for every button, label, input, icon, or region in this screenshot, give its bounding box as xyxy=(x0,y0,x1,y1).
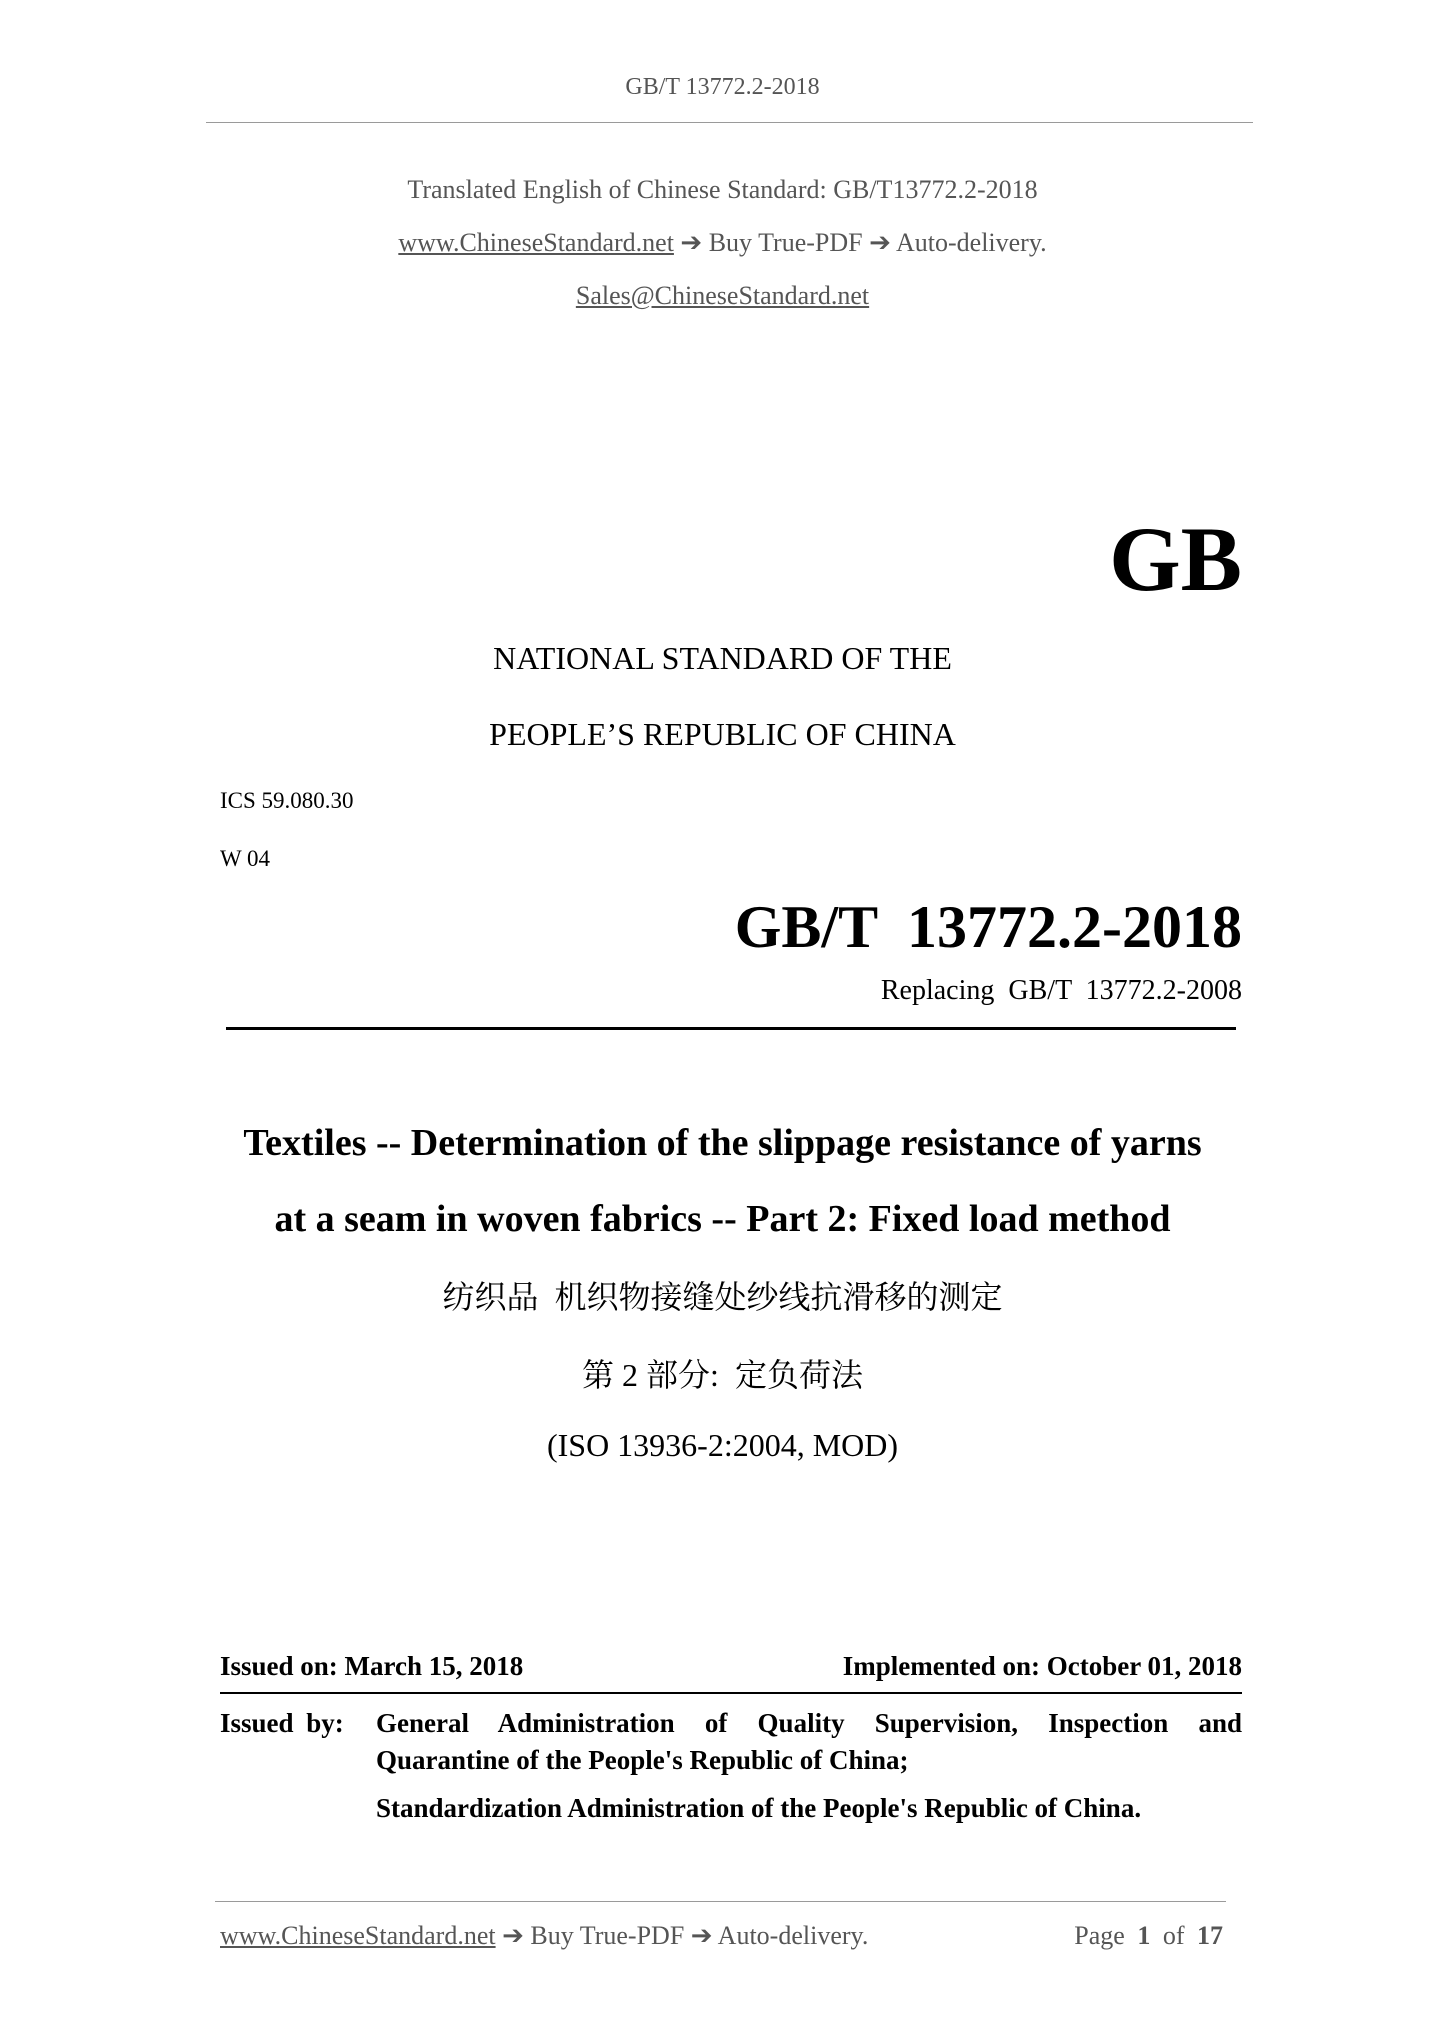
chinese-title-line2: 第 2 部分: 定负荷法 xyxy=(582,1357,863,1393)
w-code: W 04 xyxy=(220,846,271,871)
footer-auto-delivery-text: Auto-delivery. xyxy=(717,1921,869,1950)
issued-by-line2: Quarantine of the People's Republic of China; xyxy=(376,1745,909,1775)
implemented-on: Implemented on: October 01, 2018 xyxy=(842,1651,1242,1681)
issued-on: Issued on: March 15, 2018 xyxy=(220,1651,524,1681)
translation-note: Translated English of Chinese Standard: GB/T13772.2-2018 xyxy=(407,175,1038,204)
email-row xyxy=(0,281,1445,311)
header-divider xyxy=(206,122,1253,123)
running-header: GB/T 13772.2-2018 xyxy=(625,74,820,100)
arrow-icon: ➔ xyxy=(869,228,891,257)
arrow-icon: ➔ xyxy=(502,1921,524,1950)
page-total: 17 xyxy=(1197,1921,1223,1950)
of-label: of xyxy=(1162,1921,1185,1950)
arrow-icon: ➔ xyxy=(690,1921,713,1950)
standard-number: GB/T 13772.2-2018 xyxy=(734,894,1242,960)
promo-line xyxy=(0,228,1445,258)
footer-site-link[interactable]: www.ChineseStandard.net xyxy=(220,1921,496,1950)
footer-promo xyxy=(220,1921,868,1951)
issued-by-label: Issued by: xyxy=(220,1708,344,1738)
national-standard-line1: NATIONAL STANDARD OF THE xyxy=(493,640,952,676)
page-number: 1 xyxy=(1137,1921,1151,1950)
ics-code: ICS 59.080.30 xyxy=(220,788,354,813)
page-label: Page xyxy=(1074,1921,1125,1950)
buy-pdf-text: Buy True-PDF xyxy=(708,228,863,257)
page-counter xyxy=(1074,1921,1223,1951)
gb-logo: GB xyxy=(1109,508,1242,610)
replacing-note: Replacing GB/T 13772.2-2008 xyxy=(880,975,1242,1006)
issued-by-line1: General Administration of Quality Supervision, Inspection and xyxy=(376,1708,1242,1738)
title-line1: Textiles -- Determination of the slippage resistance of yarns xyxy=(243,1122,1202,1164)
chinese-title-line1: 纺织品 机织物接缝处纱线抗滑移的测定 xyxy=(442,1279,1003,1315)
arrow-icon: ➔ xyxy=(680,228,703,257)
email-link[interactable]: Sales@ChineseStandard.net xyxy=(575,281,870,310)
auto-delivery-text: Auto-delivery. xyxy=(896,228,1047,257)
national-standard-line2: PEOPLE’S REPUBLIC OF CHINA xyxy=(489,716,956,752)
footer-divider xyxy=(215,1901,1226,1902)
footer-buy-pdf-text: Buy True-PDF xyxy=(530,1921,685,1950)
title-line2: at a seam in woven fabrics -- Part 2: Fixed load method xyxy=(274,1198,1171,1240)
dates-divider xyxy=(220,1692,1242,1694)
iso-reference: (ISO 13936-2:2004, MOD) xyxy=(546,1427,899,1463)
site-link[interactable]: www.ChineseStandard.net xyxy=(398,228,674,257)
issued-by-line3: Standardization Administration of the People's Republic of China. xyxy=(376,1793,1142,1823)
title-divider xyxy=(226,1027,1236,1030)
